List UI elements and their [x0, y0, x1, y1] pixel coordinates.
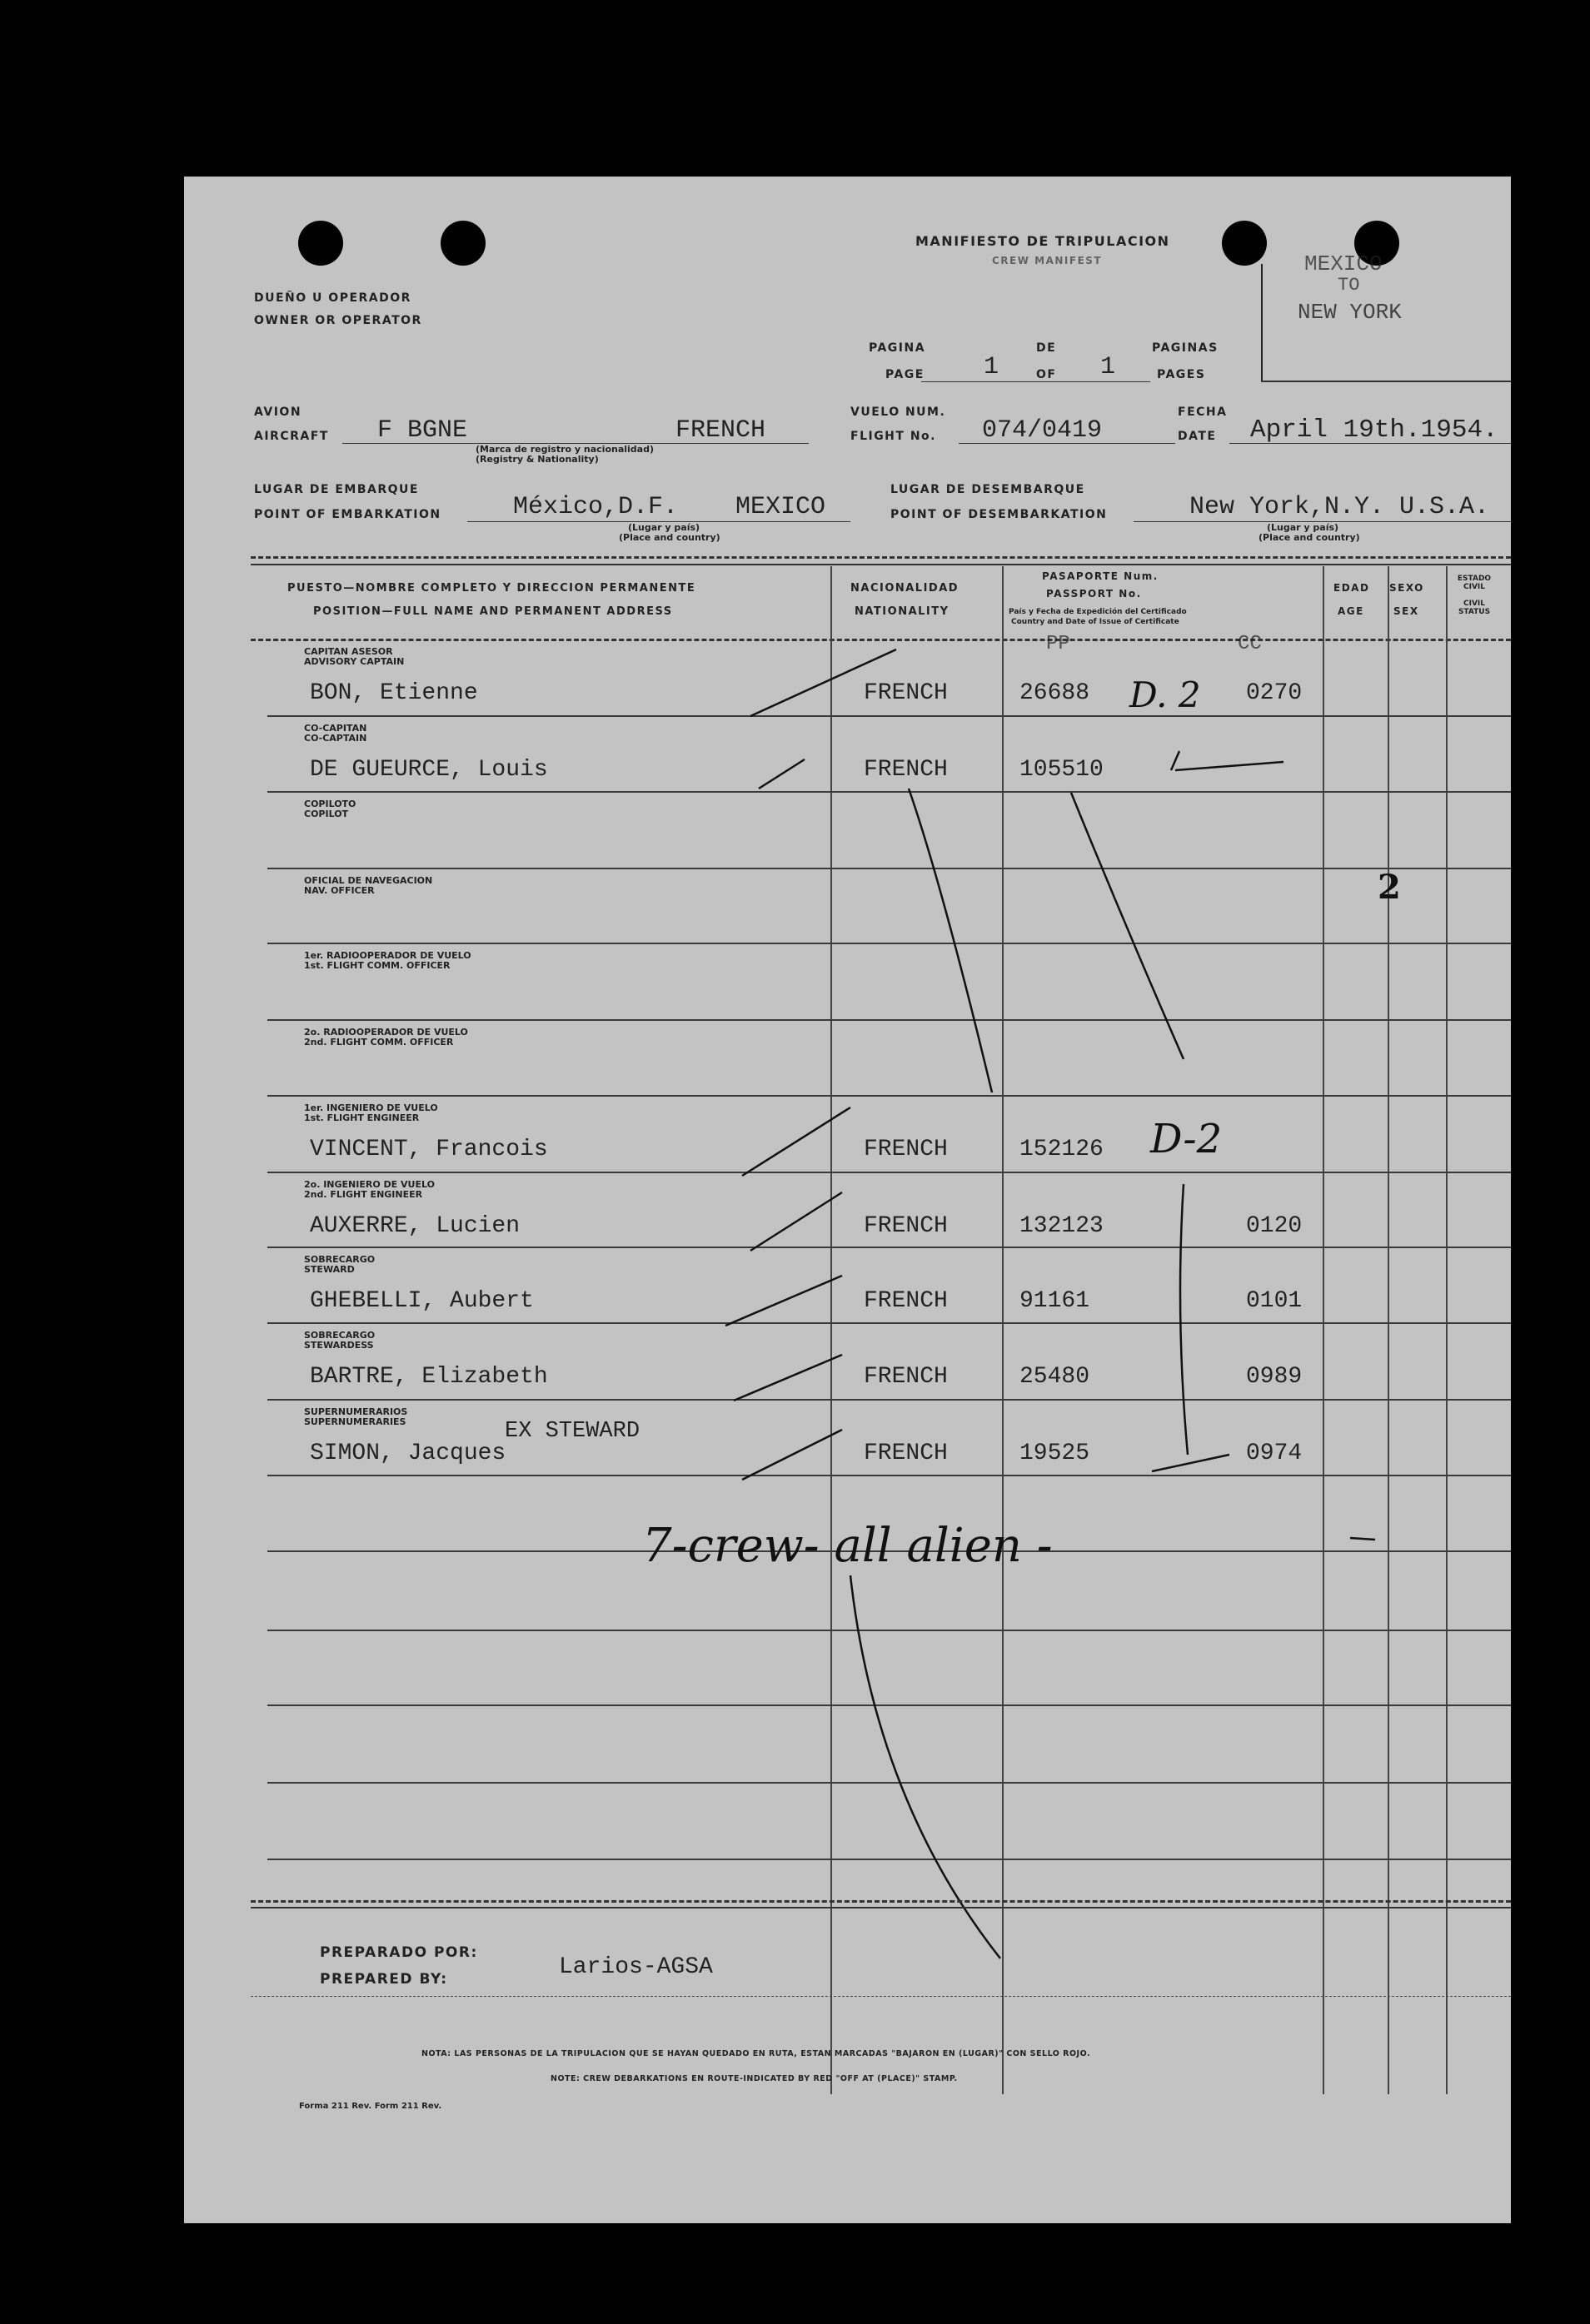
crew-role-en: COPILOT: [304, 809, 349, 819]
pp-mark: PP: [1046, 633, 1070, 655]
col-nationality-en: NATIONALITY: [855, 605, 950, 618]
supernumerary-role-typed: EX STEWARD: [505, 1419, 640, 1444]
col-age-en: AGE: [1338, 605, 1364, 617]
crew-role-es: SUPERNUMERARIOS: [304, 1406, 408, 1417]
col-position-es: PUESTO—NOMBRE COMPLETO Y DIRECCION PERMANENTE: [287, 582, 696, 595]
crew-role-es: 2o. INGENIERO DE VUELO: [304, 1179, 435, 1190]
crew-role-es: CAPITAN ASESOR: [304, 646, 393, 657]
date-label-en: DATE: [1178, 430, 1217, 443]
date-label-es: FECHA: [1178, 406, 1228, 419]
crew-role-es: 1er. INGENIERO DE VUELO: [304, 1102, 438, 1113]
col-position-en: POSITION—FULL NAME AND PERMANENT ADDRESS: [313, 605, 673, 618]
cc-mark: CC: [1238, 633, 1262, 655]
crew-role-en: 2nd. FLIGHT ENGINEER: [304, 1189, 423, 1200]
crew-role-es: 1er. RADIOOPERADOR DE VUELO: [304, 950, 471, 961]
crew-code: 0120: [1246, 1213, 1303, 1239]
title-es: MANIFIESTO DE TRIPULACION: [915, 233, 1170, 249]
crew-role-es: SOBRECARGO: [304, 1330, 376, 1341]
prepared-label-en: PREPARED BY:: [320, 1971, 448, 1988]
of-label: OF: [1036, 368, 1057, 381]
crew-nationality: FRENCH: [864, 680, 948, 706]
crew-name: BON, Etienne: [310, 680, 478, 706]
crew-name: VINCENT, Francois: [310, 1137, 548, 1162]
disembark-caption: (Lugar y país): [1267, 522, 1339, 533]
crew-passport: 132123: [1019, 1213, 1104, 1239]
crew-nationality: FRENCH: [864, 1288, 948, 1314]
crew-role-en: 1st. FLIGHT ENGINEER: [304, 1112, 420, 1123]
crew-role-en: 2nd. FLIGHT COMM. OFFICER: [304, 1037, 454, 1048]
crew-passport: 152126: [1019, 1137, 1104, 1162]
flight-label-en: FLIGHT No.: [850, 430, 936, 443]
prepared-label-es: PREPARADO POR:: [320, 1944, 478, 1961]
crew-name: AUXERRE, Lucien: [310, 1213, 521, 1239]
route-dest: NEW YORK: [1298, 300, 1402, 325]
embark-caption-en: (Place and country): [619, 532, 720, 543]
aircraft-label-en: AIRCRAFT: [254, 430, 329, 443]
col-passport-en: PASSPORT No.: [1046, 588, 1142, 600]
flight-label-es: VUELO NUM.: [850, 406, 946, 419]
annotation-d2-bon: D. 2: [1129, 674, 1201, 715]
page-number: 1: [984, 353, 999, 381]
crew-role-en: SUPERNUMERARIES: [304, 1416, 406, 1427]
col-civil-en: CIVIL STATUS: [1458, 600, 1491, 616]
crew-nationality: FRENCH: [864, 1137, 948, 1162]
aircraft-caption: (Marca de registro y nacionalidad): [476, 444, 655, 455]
crew-role-en: 1st. FLIGHT COMM. OFFICER: [304, 960, 451, 971]
embark-city: México,D.F.: [513, 493, 679, 521]
de-label: DE: [1036, 341, 1057, 355]
paginas-label: PAGINAS: [1152, 341, 1219, 355]
date-value: April 19th.1954.: [1250, 416, 1498, 445]
aircraft-registration: F BGNE: [377, 416, 468, 445]
crew-role-es: OFICIAL DE NAVEGACION: [304, 875, 433, 886]
table-bottom-line: [251, 1900, 1511, 1903]
pages-label: PAGES: [1157, 368, 1206, 381]
crew-passport: 25480: [1019, 1364, 1090, 1390]
embark-label-es: LUGAR DE EMBARQUE: [254, 483, 419, 496]
title-en: CREW MANIFEST: [992, 255, 1103, 266]
crew-role-es: SOBRECARGO: [304, 1254, 376, 1265]
crew-name: GHEBELLI, Aubert: [310, 1288, 534, 1314]
col-passport-sub2: Country and Date of Issue of Certificate: [1011, 618, 1179, 626]
crew-role-en: STEWARD: [304, 1264, 355, 1275]
disembark-caption-en: (Place and country): [1259, 532, 1360, 543]
crew-code: 0101: [1246, 1288, 1303, 1314]
crew-passport: 105510: [1019, 757, 1104, 783]
crew-name: SIMON, Jacques: [310, 1441, 506, 1466]
note-es: NOTA: LAS PERSONAS DE LA TRIPULACION QUE SE HAYAN QUEDADO EN RUTA, ESTAN MARCADAS "BAJARON EN (LUGAR)" CON SELLO ROJO.: [421, 2049, 1091, 2058]
handwritten-crew-note: 7-crew- all alien -: [642, 1519, 1053, 1573]
crew-code: 0989: [1246, 1364, 1303, 1390]
crew-passport: 26688: [1019, 680, 1090, 706]
owner-label-es: DUEÑO U OPERADOR: [254, 291, 411, 305]
prepared-by-value: Larios-AGSA: [559, 1954, 713, 1980]
crew-role-en: NAV. OFFICER: [304, 885, 375, 896]
col-nationality-es: NACIONALIDAD: [850, 582, 959, 595]
prepared-line: [251, 1996, 1511, 1997]
crew-code: 0974: [1246, 1441, 1303, 1466]
aircraft-caption-en: (Registry & Nationality): [476, 454, 599, 465]
page-total: 1: [1100, 353, 1116, 381]
embark-caption: (Lugar y país): [628, 522, 700, 533]
manifest-page: [184, 177, 1511, 2223]
col-sex-en: SEX: [1393, 605, 1419, 617]
page-label: PAGE: [885, 368, 925, 381]
annotation-d2-vincent: D-2: [1150, 1116, 1223, 1162]
crew-role-es: COPILOTO: [304, 799, 356, 809]
crew-nationality: FRENCH: [864, 1213, 948, 1239]
flight-number: 074/0419: [982, 416, 1103, 445]
crew-role-es: 2o. RADIOOPERADOR DE VUELO: [304, 1027, 468, 1038]
crew-passport: 19525: [1019, 1441, 1090, 1466]
aircraft-label-es: AVION: [254, 406, 302, 419]
embark-label-en: POINT OF EMBARKATION: [254, 508, 441, 521]
owner-label-en: OWNER OR OPERATOR: [254, 314, 422, 327]
crew-nationality: FRENCH: [864, 1441, 948, 1466]
col-sex-es: SEXO: [1389, 582, 1424, 594]
disembark-label-en: POINT OF DESEMBARKATION: [890, 508, 1108, 521]
col-passport-sub1: País y Fecha de Expedición del Certificado: [1009, 608, 1187, 616]
note-en: NOTE: CREW DEBARKATIONS EN ROUTE-INDICATED BY RED "OFF AT (PLACE)" STAMP.: [551, 2074, 958, 2083]
crew-code: 0270: [1246, 680, 1303, 706]
embark-country: MEXICO: [735, 493, 826, 521]
crew-role-es: CO-CAPITAN: [304, 723, 367, 734]
annotation-nav-2: 2: [1378, 868, 1401, 907]
disembark-value: New York,N.Y. U.S.A.: [1189, 493, 1490, 521]
pagina-label: PAGINA: [869, 341, 926, 355]
handwritten-strokes: [184, 177, 1511, 2223]
crew-name: DE GUEURCE, Louis: [310, 757, 548, 783]
crew-name: BARTRE, Elizabeth: [310, 1364, 548, 1390]
col-age-es: EDAD: [1333, 582, 1370, 594]
form-number: Forma 211 Rev. Form 211 Rev.: [299, 2102, 442, 2111]
crew-nationality: FRENCH: [864, 1364, 948, 1390]
route-from: MEXICO: [1304, 251, 1383, 276]
route-to-word: TO: [1338, 275, 1360, 296]
crew-role-en: ADVISORY CAPTAIN: [304, 656, 405, 667]
crew-role-en: STEWARDESS: [304, 1340, 374, 1351]
crew-passport: 91161: [1019, 1288, 1090, 1314]
aircraft-nationality: FRENCH: [675, 416, 766, 445]
crew-role-en: CO-CAPTAIN: [304, 733, 367, 744]
disembark-label-es: LUGAR DE DESEMBARQUE: [890, 483, 1085, 496]
table-bottom-line-2: [251, 1907, 1511, 1908]
crew-nationality: FRENCH: [864, 757, 948, 783]
col-civil-es: ESTADO CIVIL: [1457, 575, 1492, 591]
col-passport-es: PASAPORTE Num.: [1042, 570, 1159, 582]
